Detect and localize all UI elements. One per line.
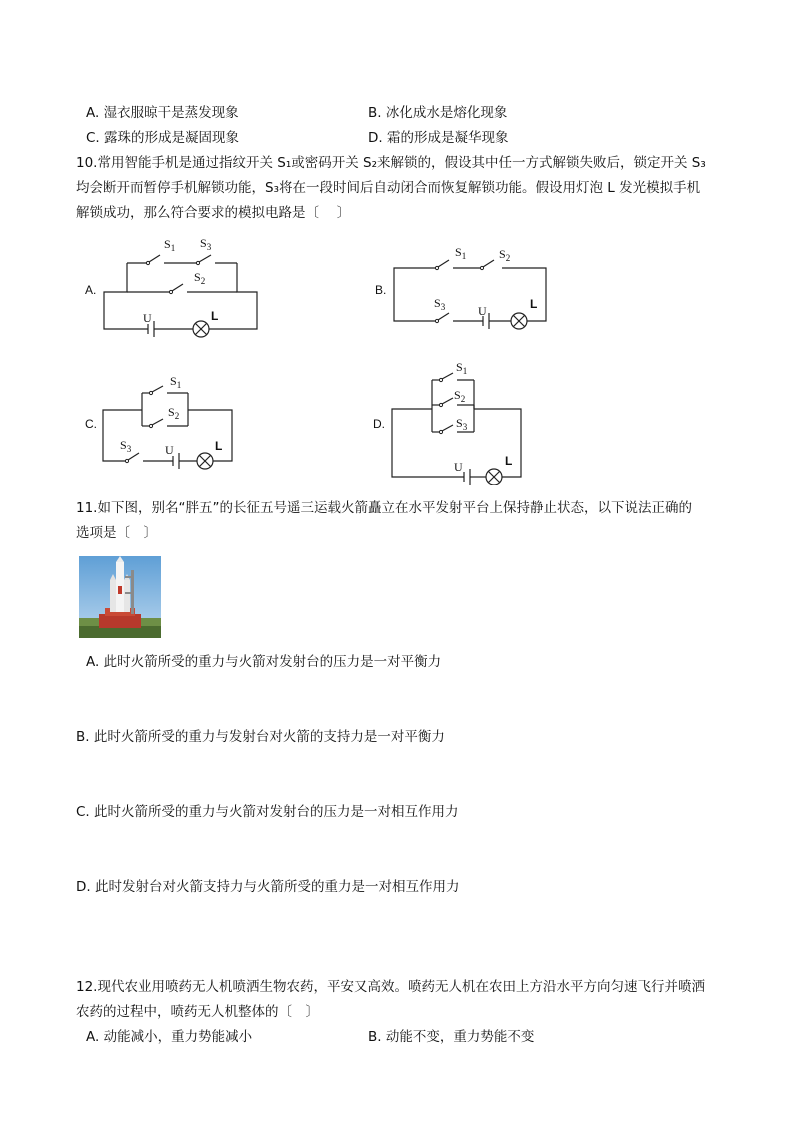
- q11-line2: 选项是〔 〕: [76, 525, 157, 541]
- q11-option-b: B. 此时火箭所受的重力与发射台对火箭的支持力是一对平衡力: [76, 729, 445, 745]
- circuit-c-s3-label: $S_3$: [120, 438, 132, 454]
- circuit-c-l-label: L: [215, 439, 223, 453]
- circuit-b-s2-label: $S_2$: [499, 247, 511, 263]
- q10-line1: 10.常用智能手机是通过指纹开关 S₁或密码开关 S₂来解锁的，假设其中任一方式解锁失败后，锁定开关 S₃: [76, 155, 706, 171]
- circuit-d-s3-label: $S_3$: [456, 416, 468, 432]
- circuit-d-diagram: [368, 355, 558, 485]
- q9-option-b: B. 冰化成水是熔化现象: [368, 105, 508, 121]
- q12-line2: 农药的过程中，喷药无人机整体的〔 〕: [76, 1004, 319, 1020]
- q11-option-c: C. 此时火箭所受的重力与火箭对发射台的压力是一对相互作用力: [76, 804, 459, 820]
- circuit-b-l-label: L: [530, 297, 538, 311]
- circuit-d-s1-label: $S_1$: [456, 360, 468, 376]
- circuit-a-l-label: L: [211, 309, 219, 323]
- q10-line3: 解锁成功，那么符合要求的模拟电路是〔 〕: [76, 205, 351, 221]
- q11-line1: 11.如下图，别名“胖五”的长征五号遥三运载火箭矗立在水平发射平台上保持静止状态，以下说法正确的: [76, 500, 692, 516]
- circuit-d-s2-label: $S_2$: [454, 388, 466, 404]
- q11-option-d: D. 此时发射台对火箭支持力与火箭所受的重力是一对相互作用力: [76, 879, 460, 895]
- circuit-b-label: B.: [375, 283, 387, 297]
- circuit-c-s2-label: $S_2$: [168, 405, 180, 421]
- circuit-d-u-label: U: [454, 460, 463, 474]
- circuit-a-u-label: U: [143, 311, 152, 325]
- q10-line2: 均会断开而暂停手机解锁功能，S₃将在一段时间后自动闭合而恢复解锁功能。假设用灯泡 L 发光模拟手机: [76, 180, 701, 196]
- circuit-c-s1-label: $S_1$: [170, 374, 182, 390]
- q12-option-b: B. 动能不变，重力势能不变: [368, 1029, 535, 1045]
- circuit-c-u-label: U: [165, 443, 174, 457]
- circuit-a-s1-label: $S_1$: [164, 237, 176, 253]
- circuit-b-s3-label: $S_3$: [434, 296, 446, 312]
- circuit-a-label: A.: [85, 283, 97, 297]
- circuit-a-s2-label: $S_2$: [194, 270, 206, 286]
- circuit-d-l-label: L: [505, 454, 513, 468]
- circuit-d-label: D.: [373, 417, 385, 431]
- q9-option-c: C. 露珠的形成是凝固现象: [86, 130, 240, 146]
- circuit-c-label: C.: [85, 417, 97, 431]
- q12-option-a: A. 动能减小，重力势能减小: [86, 1029, 253, 1045]
- q9-option-d: D. 霜的形成是凝华现象: [368, 130, 509, 146]
- q12-line1: 12.现代农业用喷药无人机喷洒生物农药，平安又高效。喷药无人机在农田上方沿水平方向匀速飞行并喷洒: [76, 979, 705, 995]
- q9-option-a: A. 湿衣服晾干是蒸发现象: [86, 105, 239, 121]
- circuit-b-diagram: [370, 240, 560, 335]
- circuit-a-s3-label: $S_3$: [200, 236, 212, 252]
- q11-option-a: A. 此时火箭所受的重力与火箭对发射台的压力是一对平衡力: [86, 654, 442, 670]
- circuit-b-s1-label: $S_1$: [455, 245, 467, 261]
- rocket-photo: [79, 556, 161, 638]
- circuit-c-diagram: [80, 370, 250, 475]
- circuit-a-diagram: [80, 232, 270, 342]
- circuit-b-u-label: U: [478, 304, 487, 318]
